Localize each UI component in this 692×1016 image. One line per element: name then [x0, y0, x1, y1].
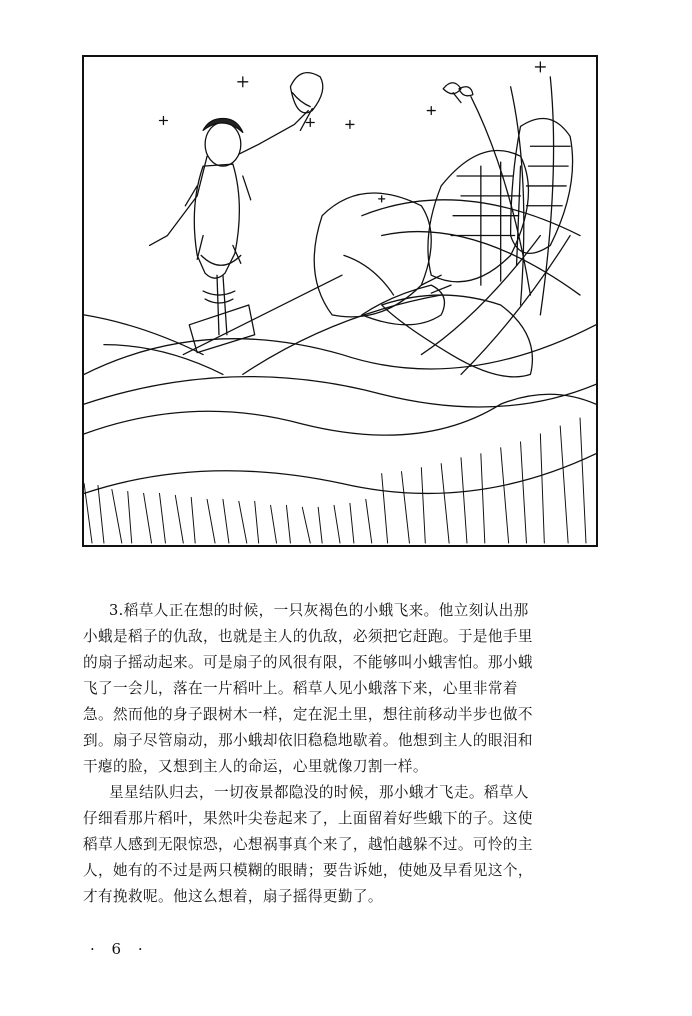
- flying-moth: [443, 83, 473, 103]
- paragraph-line: 的扇子摇动起来。可是扇子的风很有限，不能够叫小蛾害怕。那小蛾: [83, 654, 533, 671]
- mist-band: [84, 394, 596, 493]
- corn-ears: [428, 118, 573, 285]
- paragraph-line: 人，她有的不过是两只模糊的眼睛；要告诉她，使她及早看见这个，: [83, 862, 533, 879]
- moth-on-fan: [290, 73, 322, 131]
- rice-leaves: [84, 77, 596, 407]
- paragraph-line: 星星结队归去，一切夜景都隐没的时候，那小蛾才飞走。稻草人: [109, 784, 529, 801]
- story-text: [83, 598, 603, 910]
- paragraph-1: [83, 598, 603, 780]
- illustration-drawing: [84, 57, 596, 545]
- paragraph-line: 飞了一会儿，落在一片稻叶上。稻草人见小蛾落下来，心里非常着: [83, 680, 518, 697]
- paragraph-line: 到。扇子尽管扇动，那小蛾却依旧稳稳地歇着。他想到主人的眼泪和: [83, 732, 533, 749]
- paragraph-line: 急。然而他的身子跟树木一样，定在泥土里，想往前移动半步也做不: [83, 706, 533, 723]
- paragraph-line: 才有挽救呢。他这么想着，扇子摇得更勤了。: [83, 888, 383, 905]
- paragraph-line: 小蛾是稻子的仇敌，也就是主人的仇敌，必须把它赶跑。于是他手里: [83, 628, 533, 645]
- paragraph-line: 仔细看那片稻叶，果然叶尖卷起来了，上面留着好些蛾下的子。这使: [83, 810, 533, 827]
- scarecrow-moth-illustration: [82, 55, 598, 547]
- ground-grass: [84, 418, 586, 543]
- paragraph-2: [83, 780, 603, 910]
- paragraph-line: 干瘪的脸，又想到主人的命运，心里就像刀割一样。: [83, 758, 428, 775]
- paragraph-line: 稻草人感到无限惊恐，心想祸事真个来了，越怕越躲不过。可怜的主: [83, 836, 533, 853]
- paragraph-line: 3.稻草人正在想的时候，一只灰褐色的小蛾飞来。他立刻认出那: [109, 602, 529, 619]
- page-number: · 6 ·: [90, 940, 149, 958]
- scarecrow: [150, 111, 309, 353]
